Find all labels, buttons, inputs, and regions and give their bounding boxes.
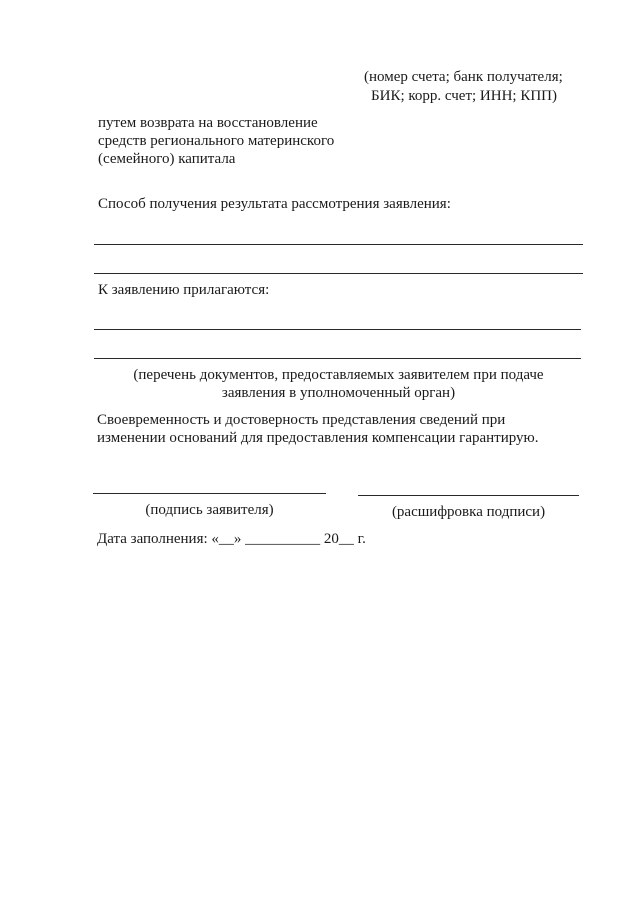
attachments-field-2[interactable] (94, 358, 581, 359)
purpose-line-2: средств регионального материнского (98, 133, 335, 149)
result-method-field-2[interactable] (94, 273, 583, 274)
purpose-line-3: (семейного) капитала (98, 151, 236, 167)
guarantee-line-1: Своевременность и достоверность представления сведений при (97, 412, 506, 428)
guarantee-line-2: изменении оснований для предоставления компенсации гарантирую. (97, 430, 539, 446)
attachments-hint-line-2: заявления в уполномоченный орган) (221, 385, 456, 401)
signature-field[interactable] (93, 493, 326, 494)
signature-decoding-field[interactable] (358, 495, 579, 496)
attachments-hint-line-1: (перечень документов, предоставляемых заявителем при подаче (133, 367, 544, 383)
fill-date: Дата заполнения: «__» __________ 20__ г. (97, 531, 366, 547)
bank-details-hint-line-1: (номер счета; банк получателя; (364, 69, 563, 85)
attachments-field-1[interactable] (94, 329, 581, 330)
bank-details-hint-line-2: БИК; корр. счет; ИНН; КПП) (371, 88, 558, 104)
signature-hint: (подпись заявителя) (145, 502, 274, 518)
result-method-field-1[interactable] (94, 244, 583, 245)
signature-decoding-hint: (расшифровка подписи) (391, 504, 546, 520)
purpose-line-1: путем возврата на восстановление (98, 115, 318, 131)
result-method-label: Способ получения результата рассмотрения заявления: (98, 196, 451, 212)
attachments-label: К заявлению прилагаются: (98, 282, 270, 298)
